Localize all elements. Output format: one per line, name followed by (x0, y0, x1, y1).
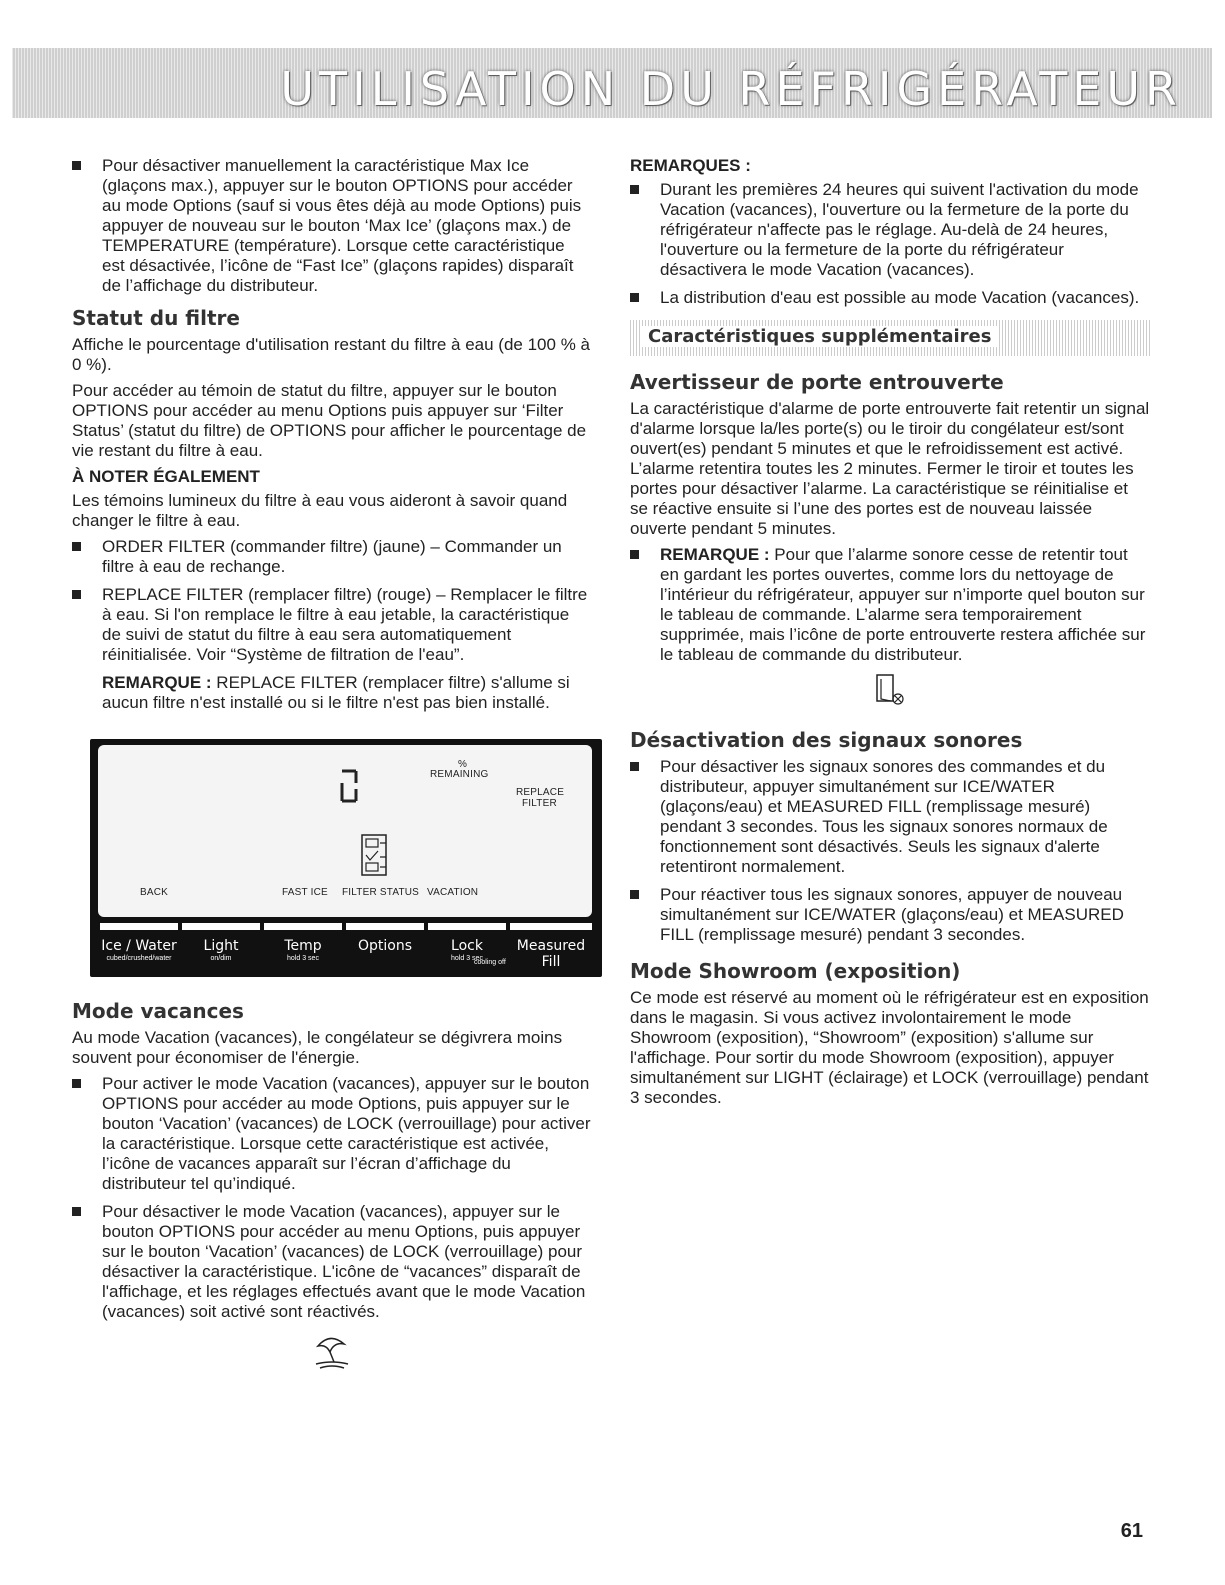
note-heading: À NOTER ÉGALEMENT (72, 467, 260, 486)
list-item (72, 156, 592, 296)
list-item (72, 1074, 592, 1194)
page-banner (12, 48, 1212, 118)
list-item-text: La distribution d'eau est possible au mode Vacation (vacances). (660, 288, 1140, 307)
bullet-icon (630, 762, 639, 771)
list-item (630, 757, 1150, 877)
list-item-text: REPLACE FILTER (remplacer filtre) (rouge) – Remplacer le filtre à eau. Si l'on remplace le filtre à eau jetable, la caractéristique de suivi de statut du filtre à eau sera automatiquement réinitialisée. Voir “Système de filtration de l'eau”. (102, 585, 588, 664)
list-item-text: Pour que l’alarme sonore cesse de retentir tout en gardant les portes ouvertes, comme lors du nettoyage de l’intérieur du réfrigérateur, appuyer sur n’importe quel bouton sur le tableau de commande. L’alarme sera temporairement supprimée, mais l’icône de porte entrouverte restera affichée sur le tableau de commande du distributeur. (660, 545, 1146, 664)
back-label: BACK (140, 887, 169, 898)
panel-display (98, 745, 592, 917)
list-item-text: Pour activer le mode Vacation (vacances), appuyer sur le bouton OPTIONS pour accéder au mode Options, puis appuyer sur le bouton ‘Vacation’ (vacances) de LOCK (verrouillage) pour activer la caractéristique. Lorsque cette caractéristique est activée, l’icône de vacances apparaît sur l’écran d’affichage du distributeur tel qu’indiqué. (102, 1074, 591, 1193)
filter-status-paragraph-2: Pour accéder au témoin de statut du filtre, appuyer sur le bouton OPTIONS pour accéder au menu Options puis appuyer sur ‘Filter Status’ (statut du filtre) de OPTIONS pour afficher le pourcentage de vie restant du filtre à eau. (72, 381, 587, 460)
list-item (72, 1202, 592, 1322)
list-item (72, 537, 592, 577)
list-item-text: Durant les premières 24 heures qui suivent l'activation du mode Vacation (vacances), l'ouverture ou la fermeture de la porte du réfrigérateur n'affecte pas le réglage. Au-delà de 24 heures, l'ouverture ou la fermeture de la porte du réfrigérateur désactivera le mode Vacation (vacances). (660, 180, 1139, 279)
bullet-icon (630, 293, 639, 302)
bullet-icon (72, 1207, 81, 1216)
temp-button (262, 923, 344, 969)
button-label: Temp (284, 938, 322, 954)
options-button (344, 923, 426, 969)
bullet-icon (630, 185, 639, 194)
filter-label: FILTER (522, 798, 557, 809)
remaining-label: REMAINING (430, 769, 489, 780)
section-bar (630, 320, 1150, 356)
control-panel-illustration (90, 739, 602, 977)
page-title: UTILISATION DU RÉFRIGÉRATEUR (280, 62, 1182, 116)
vacation-icon-wrap (72, 1330, 592, 1375)
replace-label: REPLACE (516, 787, 565, 798)
bullet-icon (72, 590, 81, 599)
list-item-text: Pour réactiver tous les signaux sonores, appuyer de nouveau simultanément sur ICE/WATER (glaçons/eau) et MEASURED FILL (remplissage mesuré) pendant 3 secondes. (660, 885, 1124, 944)
remark-label: REMARQUE : (102, 673, 212, 692)
section-title: Caractéristiques supplémentaires (642, 326, 997, 347)
measured-fill-button (508, 923, 594, 969)
button-sublabel: on/dim (210, 955, 232, 962)
left-column (72, 156, 592, 1391)
vacation-paragraph: Au mode Vacation (vacances), le congélateur se dégivrera moins souvent pour économiser de l'énergie. (72, 1028, 563, 1067)
door-alarm-list (630, 545, 1150, 665)
bullet-icon (630, 890, 639, 899)
list-item-text: Pour désactiver les signaux sonores des commandes et du distributeur, appuyer simultanément sur ICE/WATER (glaçons/eau) et MEASURED FILL (remplissage mesuré) pendant 3 secondes. Tous les signaux sonores normaux de fonctionnement sont désactivés. Seuls les signaux d'alerte retentiront normalement. (660, 757, 1108, 876)
sound-heading: Désactivation des signaux sonores (630, 728, 1023, 752)
filter-remark (72, 673, 592, 713)
showroom-paragraph: Ce mode est réservé au moment où le réfrigérateur est en exposition dans le magasin. Si vous activez involontairement le mode Showroom (exposition), “Showroom” (exposition) s'allume sur l'affichage. Pour sortir du mode Showroom (exposition), appuyer simultanément sur LIGHT (éclairage) et LOCK (verrouillage) pendant 3 secondes. (630, 988, 1149, 1107)
button-sublabel: cubed/crushed/water (106, 955, 172, 962)
list-item (630, 288, 1150, 308)
vacation-label: VACATION (427, 887, 479, 898)
button-label: Ice / Water (101, 938, 177, 954)
filter-status-paragraph: Affiche le pourcentage d'utilisation restant du filtre à eau (de 100 % à 0 %). (72, 335, 590, 374)
door-alarm-paragraph: La caractéristique d'alarme de porte entrouverte fait retentir un signal d'alarme lorsque la/les porte(s) ou le tiroir du congélateur est/sont ouvert(es) pendant 5 minutes et que le refroidissement est activé. L’alarme retentira toutes les 2 minutes. Fermer le tiroir et toutes les portes pour désactiver l’alarme. La caractéristique se réinitialise et se réactive ensuite si l’une des portes est de nouveau laissée ouverte pendant 5 minutes. (630, 399, 1150, 538)
button-label: Options (357, 938, 413, 954)
intro-list (72, 156, 592, 296)
panel-button-row (98, 923, 594, 969)
remarks-heading: REMARQUES : (630, 156, 751, 175)
digit-display-icon (336, 767, 364, 805)
note-paragraph: Les témoins lumineux du filtre à eau vous aideront à savoir quand changer le filtre à eau. (72, 491, 568, 530)
button-label: Measured Fill (516, 938, 586, 970)
bullet-icon (630, 550, 639, 559)
right-column (630, 156, 1150, 1114)
filter-light-list (72, 537, 592, 665)
button-label: Light (203, 938, 239, 954)
light-button (180, 923, 262, 969)
list-item-text: Pour désactiver manuellement la caractéristique Max Ice (glaçons max.), appuyer sur le bouton OPTIONS pour accéder au mode Options (sauf si vous êtes déjà au mode Options) puis appuyer de nouveau sur le bouton ‘Max Ice’ (glaçons max.) de TEMPERATURE (température). Lorsque cette caractéristique est désactivée, l’icône de “Fast Ice” (glaçons rapides) disparaît de l’affichage du distributeur. (102, 156, 582, 295)
button-sublabel: hold 3 sec (451, 955, 483, 962)
list-item (72, 585, 592, 665)
remark-text: REPLACE FILTER (remplacer filtre) s'allume si aucun filtre n'est installé ou si le filtre n'est pas bien installé. (102, 673, 570, 712)
list-item (630, 180, 1150, 280)
list-item (630, 545, 1150, 665)
bullet-icon (72, 542, 81, 551)
vacation-umbrella-icon (312, 1330, 352, 1370)
list-item (630, 885, 1150, 945)
sound-list (630, 757, 1150, 945)
bullet-icon (72, 1079, 81, 1088)
button-sublabel: hold 3 sec (287, 955, 319, 962)
page-number: 61 (1120, 1520, 1143, 1542)
bullet-icon (72, 161, 81, 170)
door-ajar-icon-wrap (630, 673, 1150, 712)
filter-status-icon (360, 833, 396, 877)
percent-label: % (458, 759, 468, 770)
cooling-off-label: cooling off (474, 959, 506, 966)
button-label: Lock (451, 938, 483, 954)
door-ajar-icon (873, 673, 907, 707)
fast-ice-label: FAST ICE (282, 887, 328, 898)
list-item-text: Pour désactiver le mode Vacation (vacances), appuyer sur le bouton OPTIONS pour accéder au menu Options, puis appuyer sur le bouton ‘Vacation’ (vacances) de LOCK (verrouillage) pour désactiver la caractéristique. L'icône de “vacances” disparaît de l'affichage, et les réglages effectués avant que le mode Vacation (vacances) soit activé sont réactivés. (102, 1202, 586, 1321)
vacation-list (72, 1074, 592, 1322)
remark-label: REMARQUE : (660, 545, 770, 564)
door-alarm-heading: Avertisseur de porte entrouverte (630, 370, 1004, 394)
remarks-list (630, 180, 1150, 308)
showroom-heading: Mode Showroom (exposition) (630, 959, 961, 983)
vacation-heading: Mode vacances (72, 999, 244, 1023)
ice-water-button (98, 923, 180, 969)
filter-status-heading: Statut du filtre (72, 306, 240, 330)
list-item-text: ORDER FILTER (commander filtre) (jaune) – Commander un filtre à eau de rechange. (102, 537, 562, 576)
filter-status-label: FILTER STATUS (342, 887, 420, 898)
